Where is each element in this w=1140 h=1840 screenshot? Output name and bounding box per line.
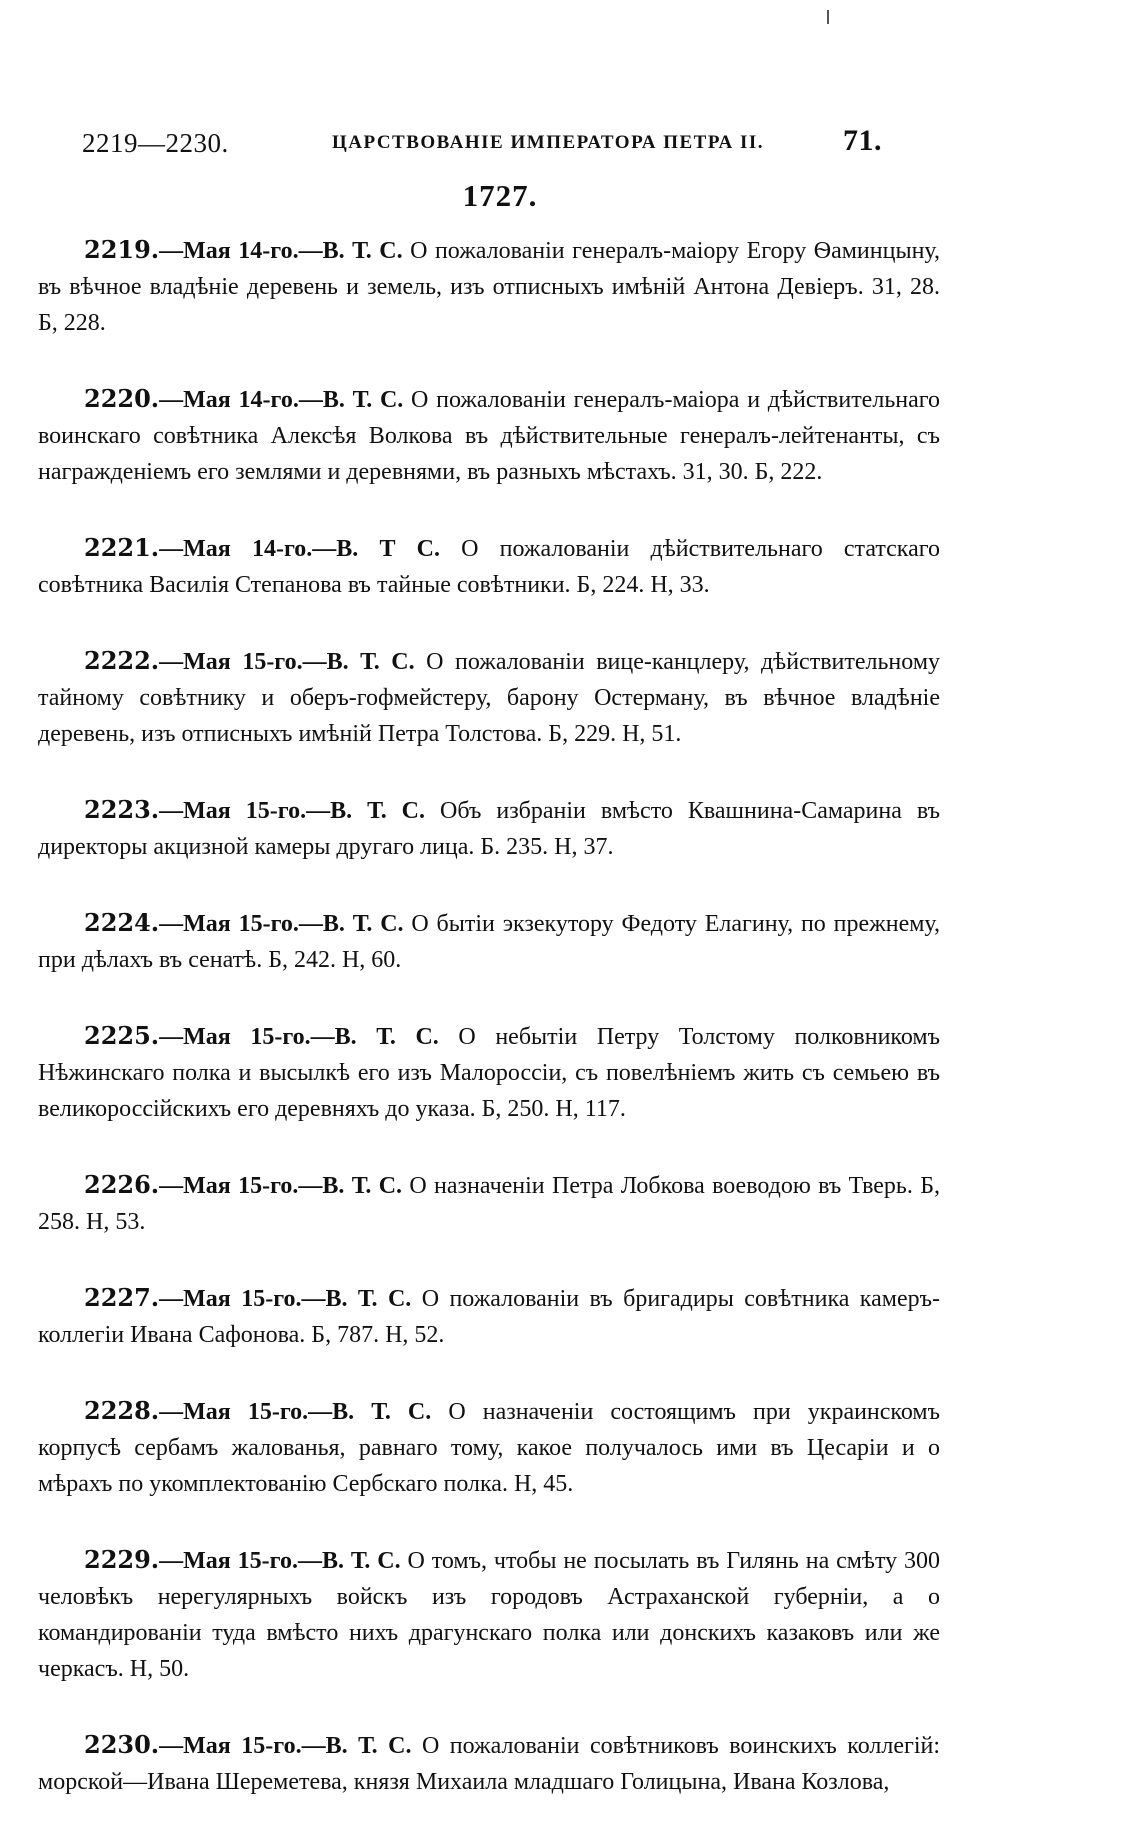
entry-number: 2221. (84, 533, 160, 562)
page-number: 71. (843, 124, 882, 157)
entry-number: 2226. (84, 1170, 160, 1199)
entry-text: О небытіи Петру Толстому полковникомъ Нѣжинскаго полка и высылкѣ его изъ Малороссіи, съ повелѣніемъ жить съ семьею въ великороссійскихъ его деревняхъ до указа. Б, 250. Н, 117. (38, 1024, 941, 1122)
entry-text: О бытіи экзекутору Федоту Елагину, по прежнему, при дѣлахъ въ сенатѣ. Б, 242. Н, 60. (38, 911, 941, 973)
entry-text: Объ избраніи вмѣсто Квашнина-Самарина въ директоры акцизной камеры другаго лица. Б. 235. Н, 37. (38, 798, 941, 860)
entry-date: —Мая 15-го.—В. Т. С. (159, 911, 404, 937)
entry-date: —Мая 14-го.—В. Т. С. (159, 387, 404, 413)
entry-number: 2222. (84, 646, 160, 675)
entry-2225 (38, 1018, 940, 1127)
entry-2220 (38, 381, 940, 490)
entry-number: 2219. (84, 235, 160, 264)
entry-date: —Мая 15-го.—В. Т. С. (159, 1399, 432, 1425)
entry-text: О назначеніи состоящимъ при украинскомъ корпусѣ сербамъ жалованья, равнаго тому, какое получалось ими въ Цесаріи и о мѣрахъ по укомплектованію Сербскаго полка. Н, 45. (38, 1399, 941, 1497)
entries-list (38, 232, 940, 1840)
entry-text: О пожалованіи въ бригадиры совѣтника камеръ-коллегіи Ивана Сафонова. Б, 787. Н, 52. (38, 1286, 941, 1348)
entry-number: 2220. (84, 384, 160, 413)
entry-2223 (38, 792, 940, 865)
entry-2224 (38, 905, 940, 978)
entry-date: —Мая 15-го.—В. Т. С. (159, 1024, 439, 1050)
entry-number: 2228. (84, 1396, 160, 1425)
entry-number: 2223. (84, 795, 160, 824)
entry-date: —Мая 14-го.—В. Т. С. (159, 238, 403, 264)
entry-text: О пожалованіи генералъ-маіору Егору Ѳаминцыну, въ вѣчное владѣніе деревень и земель, изъ отписныхъ имѣній Антона Девіеръ. 31, 28. Б, 228. (38, 238, 941, 336)
entry-2228 (38, 1393, 940, 1502)
entry-text: О пожалованіи вице-канцлеру, дѣйствительному тайному совѣтнику и оберъ-гофмейстеру, барону Остерману, въ вѣчное владѣніе деревень, изъ отписныхъ имѣній Петра Толстова. Б, 229. Н, 51. (38, 649, 941, 747)
running-title: ЦАРСТВОВАНІЕ ИМПЕРАТОРА ПЕТРА II. (332, 132, 765, 153)
entry-date: —Мая 15-го.—В. Т. С. (159, 1286, 412, 1312)
entry-2226 (38, 1167, 940, 1240)
entry-2221 (38, 530, 940, 603)
entry-text: О пожалованіи дѣйствительнаго статскаго совѣтника Василія Степанова въ тайные совѣтники. Б, 224. Н, 33. (38, 536, 940, 598)
entry-2230 (38, 1727, 940, 1800)
entry-number: 2229. (84, 1545, 160, 1574)
entry-text: О пожалованіи совѣтниковъ воинскихъ коллегій: морской—Ивана Шереметева, князя Михаила младшаго Голицына, Ивана Козлова, (38, 1733, 941, 1795)
entry-number: 2230. (84, 1730, 160, 1759)
entry-2229 (38, 1542, 940, 1687)
entry-text: О назначеніи Петра Лобкова воеводою въ Тверь. Б, 258. Н, 53. (38, 1173, 941, 1235)
entry-date: —Мая 15-го.—В. Т. С. (159, 798, 426, 824)
entry-date: —Мая 15-го.—В. Т. С. (159, 1733, 412, 1759)
entry-text: О пожалованіи генералъ-маіора и дѣйствительнаго воинскаго совѣтника Алексѣя Волкова въ дѣйствительные генералъ-лейтенанты, съ награжденіемъ его землями и деревнями, въ разныхъ мѣстахъ. 31, 30. Б, 222. (38, 387, 940, 485)
entry-date: —Мая 14-го.—В. Т С. (159, 536, 440, 562)
scan-mark (827, 10, 829, 24)
entry-range: 2219—2230. (82, 128, 229, 158)
running-head (82, 124, 882, 164)
entry-number: 2225. (84, 1021, 160, 1050)
entry-2222 (38, 643, 940, 752)
entry-number: 2224. (84, 908, 160, 937)
entry-number: 2227. (84, 1283, 160, 1312)
year-heading: 1727. (462, 178, 538, 213)
entry-text: О томъ, чтобы не посылать въ Гилянь на смѣту 300 человѣкъ нерегулярныхъ войскъ изъ городовъ Астраханской губерніи, а о командированіи туда вмѣсто нихъ драгунскаго полка или донскихъ казаковъ или же черкасъ. Н, 50. (38, 1548, 941, 1682)
entry-date: —Мая 15-го.—В. Т. С. (159, 1173, 403, 1199)
entry-date: —Мая 15-го.—В. Т. С. (159, 649, 415, 675)
entry-2219 (38, 232, 940, 341)
entry-date: —Мая 15-го.—В. Т. С. (159, 1548, 401, 1574)
entry-2227 (38, 1280, 940, 1353)
